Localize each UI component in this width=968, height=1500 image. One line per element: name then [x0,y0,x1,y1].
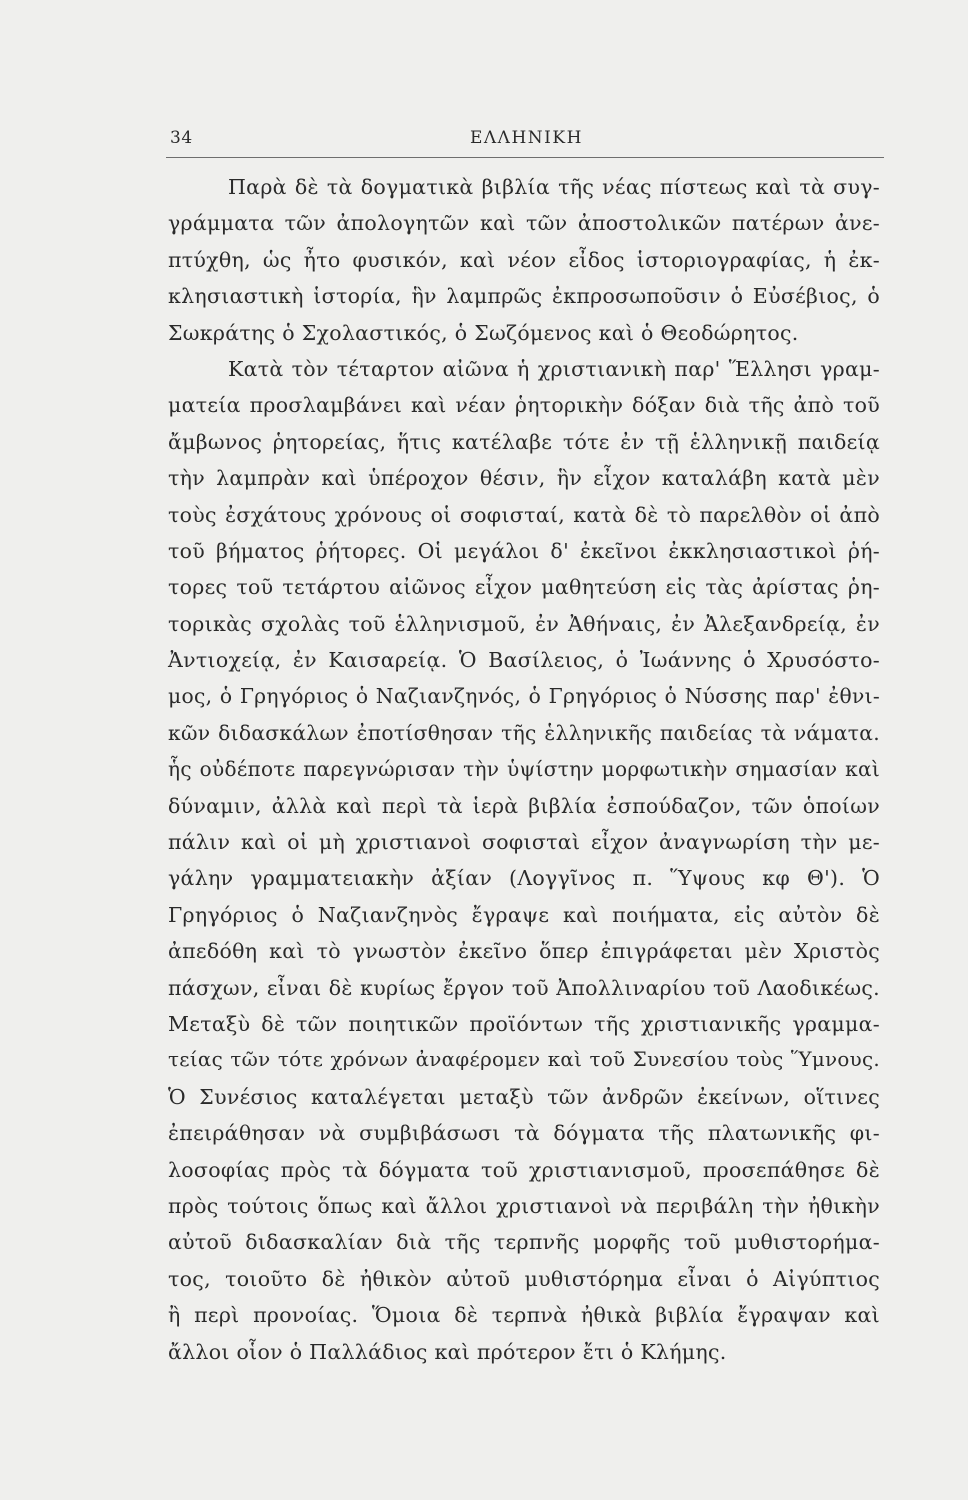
text-line: ἧς οὐδέποτε παρεγνώρισαν τὴν ὑψίστην μορφωτικὴν σημασίαν καὶ [168,757,880,782]
text-line: Κατὰ τὸν τέταρτον αἰῶνα ἡ χριστιανικὴ παρ' Ἕλλησι γραμ- [228,356,880,381]
text-line: ἄμβωνος ῥητορείας, ἥτις κατέλαβε τότε ἐν τῇ ἑλληνικῇ παιδείᾳ [168,429,880,454]
text-line: ἢ περὶ προνοίας. Ὅμοια δὲ τερπνὰ ἠθικὰ βιβλία ἔγραψαν καὶ [168,1303,880,1328]
text-line: Σωκράτης ὁ Σχολαστικός, ὁ Σωζόμενος καὶ ὁ Θεοδώρητος. [168,320,799,345]
header-rule [166,157,884,158]
text-line: πτύχθη, ὡς ἦτο φυσικόν, καὶ νέον εἶδος ἱστοριογραφίας, ἡ ἐκ- [168,247,880,272]
text-line: ἐπειράθησαν νὰ συμβιβάσωσι τὰ δόγματα τῆς πλατωνικῆς φι- [168,1121,880,1146]
text-line: Γρηγόριος ὁ Ναζιανζηνὸς ἔγραψε καὶ ποιήματα, εἰς αὐτὸν δὲ [168,902,880,927]
text-line: κῶν διδασκάλων ἐποτίσθησαν τῆς ἑλληνικῆς παιδείας τὰ νάματα. [168,720,880,745]
text-line: τείας τῶν τότε χρόνων ἀναφέρομεν καὶ τοῦ Συνεσίου τοὺς Ὕμνους. [168,1048,880,1072]
text-line: Ἀντιοχείᾳ, ἐν Καισαρείᾳ. Ὁ Βασίλειος, ὁ Ἰωάννης ὁ Χρυσόστο- [168,648,880,673]
text-line: τοῦ βήματος ῥήτορες. Οἱ μεγάλοι δ' ἐκεῖνοι ἐκκλησιαστικοὶ ῥή- [168,538,880,563]
text-line: τὴν λαμπρὰν καὶ ὑπέροχον θέσιν, ἣν εἶχον καταλάβη κατὰ μὲν [168,466,880,491]
text-line: τοὺς ἐσχάτους χρόνους οἱ σοφισταί, κατὰ δὲ τὸ παρελθὸν οἱ ἀπὸ [168,502,880,527]
text-line: τος, τοιοῦτο δὲ ἠθικὸν αὐτοῦ μυθιστόρημα εἶναι ὁ Αἰγύπτιος [168,1266,880,1291]
text-line: γάλην γραμματειακὴν ἀξίαν (Λογγῖνος π. Ὕψους κφ Θ'). Ὁ [168,866,880,891]
text-line: κλησιαστικὴ ἱστορία, ἣν λαμπρῶς ἐκπροσωποῦσιν ὁ Εὐσέβιος, ὁ [168,284,880,309]
page-number: 34 [170,128,193,148]
text-line: πρὸς τούτοις ὅπως καὶ ἄλλοι χριστιανοὶ νὰ περιβάλη τὴν ἠθικὴν [168,1193,880,1218]
running-head: ΕΛΛΗΝΙΚΗ [470,128,583,148]
text-line: γράμματα τῶν ἀπολογητῶν καὶ τῶν ἀποστολικῶν πατέρων ἀνε- [168,211,880,236]
text-line: Μεταξὺ δὲ τῶν ποιητικῶν προϊόντων τῆς χριστιανικῆς γραμμα- [168,1011,880,1036]
text-line: λοσοφίας πρὸς τὰ δόγματα τοῦ χριστιανισμοῦ, προσεπάθησε δὲ [168,1157,880,1182]
text-line: ματεία προσλαμβάνει καὶ νέαν ῥητορικὴν δόξαν διὰ τῆς ἀπὸ τοῦ [168,393,880,418]
text-line: ἀπεδόθη καὶ τὸ γνωστὸν ἐκεῖνο ὅπερ ἐπιγράφεται μὲν Χριστὸς [168,939,880,964]
text-line: ἄλλοι οἷον ὁ Παλλάδιος καὶ πρότερον ἔτι ὁ Κλήμης. [168,1339,727,1364]
text-line: μος, ὁ Γρηγόριος ὁ Ναζιανζηνός, ὁ Γρηγόριος ὁ Νύσσης παρ' ἐθνι- [168,684,880,709]
text-line: αὐτοῦ διδασκαλίαν διὰ τῆς τερπνῆς μορφῆς τοῦ μυθιστορήμα- [168,1230,880,1255]
text-line: Παρὰ δὲ τὰ δογματικὰ βιβλία τῆς νέας πίστεως καὶ τὰ συγ- [228,175,880,199]
body-text [168,169,880,1370]
text-line: δύναμιν, ἀλλὰ καὶ περὶ τὰ ἱερὰ βιβλία ἐσπούδαζον, τῶν ὁποίων [168,793,880,818]
text-line: πάσχων, εἶναι δὲ κυρίως ἔργον τοῦ Ἀπολλιναρίου τοῦ Λαοδικέως. [168,975,880,1000]
text-line: Ὁ Συνέσιος καταλέγεται μεταξὺ τῶν ἀνδρῶν ἐκείνων, οἵτινες [168,1084,880,1109]
text-line: τορες τοῦ τετάρτου αἰῶνος εἶχον μαθητεύση εἰς τὰς ἀρίστας ῥη- [168,575,880,600]
text-line: πάλιν καὶ οἱ μὴ χριστιανοὶ σοφισταὶ εἶχον ἀναγνωρίση τὴν με- [168,830,880,855]
text-line: τορικὰς σχολὰς τοῦ ἑλληνισμοῦ, ἐν Ἀθήναις, ἐν Ἀλεξανδρείᾳ, ἐν [168,611,880,636]
